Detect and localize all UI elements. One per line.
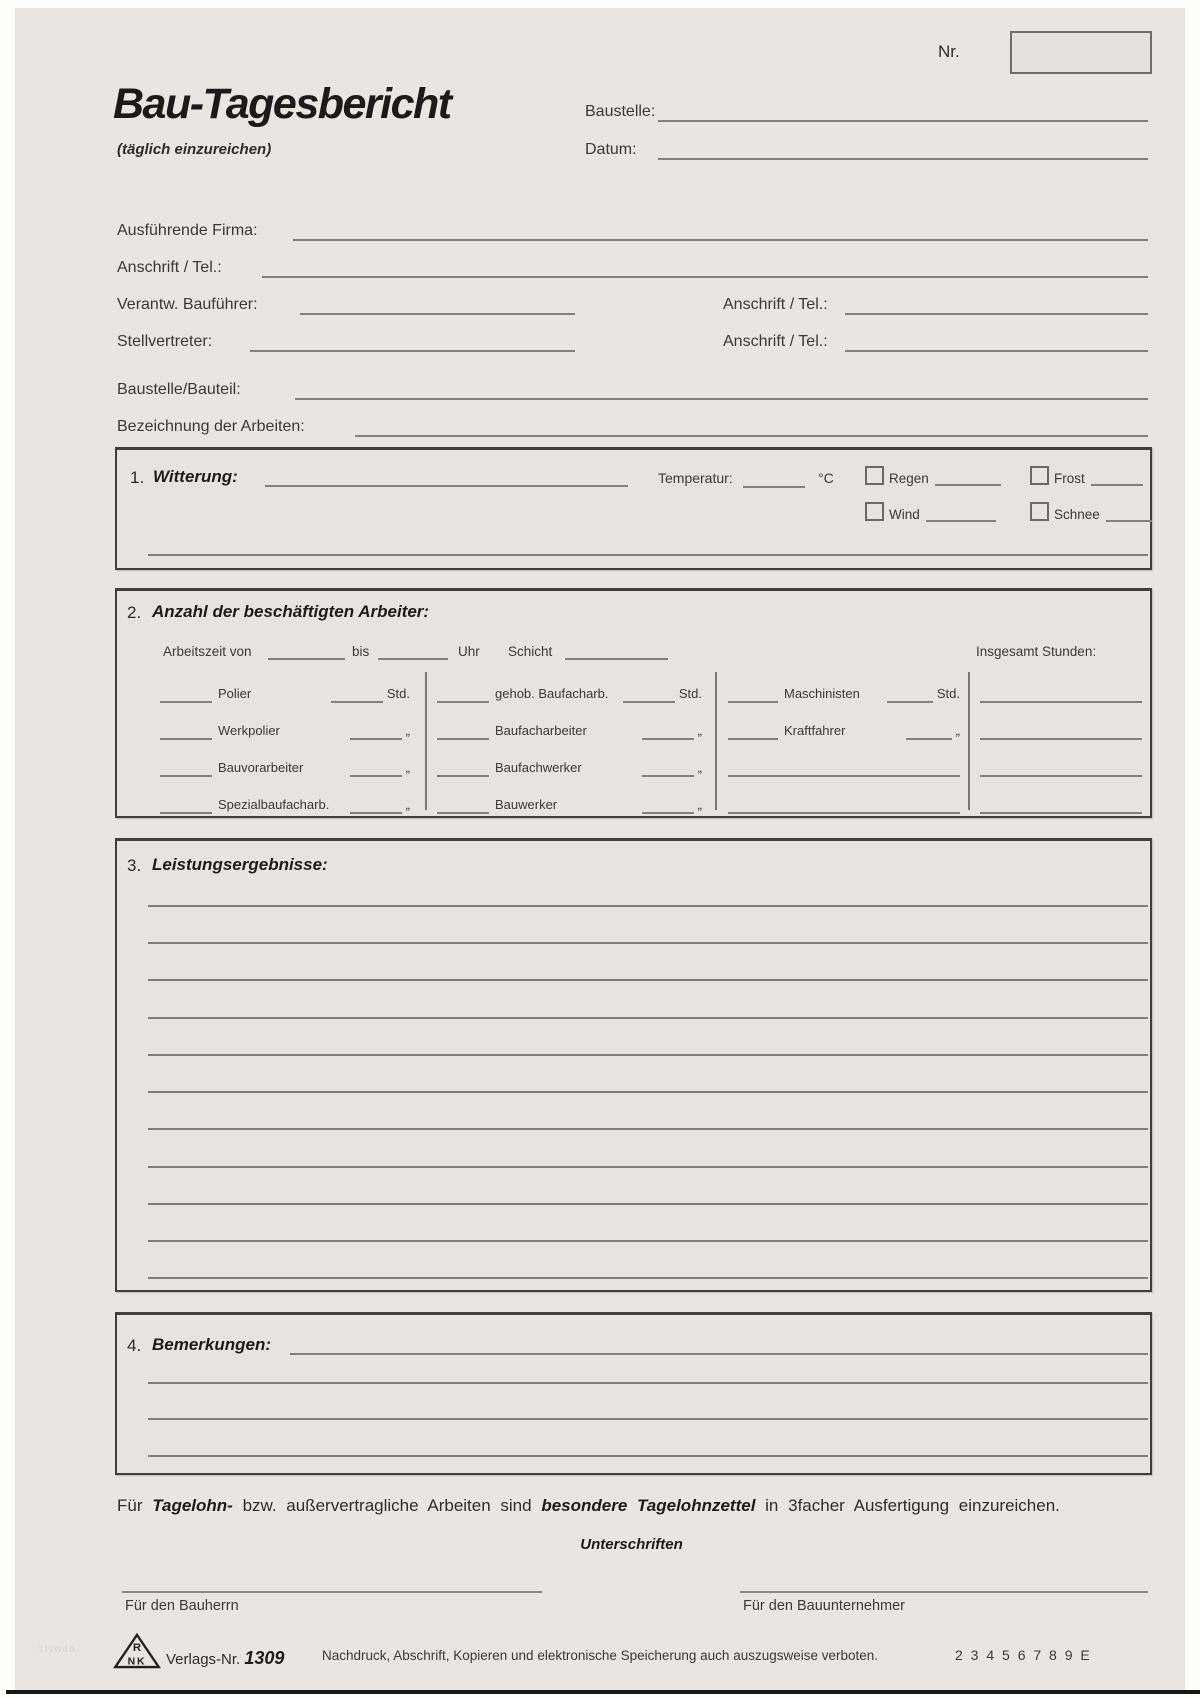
regen-label: Regen [889,471,929,486]
celsius-unit: °C [818,470,834,486]
section2-number: 2. [127,603,142,622]
worker-row-blank [728,781,960,818]
worker-label: Baufachwerker [495,760,582,775]
worker-count-line[interactable] [728,686,778,703]
ruled-line[interactable] [148,1038,1148,1056]
worker-hours-line[interactable] [350,797,402,814]
column-divider [425,672,427,810]
worker-label: Kraftfahrer [784,723,846,738]
ruled-line[interactable] [148,1402,1148,1420]
bis-label: bis [352,644,370,659]
rnk-logo-r: R [132,1642,142,1654]
checkbox-cell-frost [1030,466,1143,486]
ruled-line[interactable] [148,926,1148,944]
schnee-input-line[interactable] [1106,507,1152,522]
worker-unit: „ [955,723,960,738]
worker-unit: „ [697,723,702,738]
wind-input-line[interactable] [926,507,996,522]
worker-hours-line[interactable] [642,723,694,740]
schnee-checkbox[interactable] [1030,502,1049,521]
schicht-label: Schicht [508,644,553,659]
insgesamt-line[interactable] [980,760,1142,777]
anschrift-label: Anschrift / Tel.: [117,259,222,276]
serial-number: 2 3 4 5 6 7 8 9 E [955,1647,1092,1663]
form-title: Bau-Tagesbericht [113,80,451,128]
stellvertreter-label: Stellvertreter: [117,333,213,350]
worker-row [437,744,702,781]
ruled-line[interactable] [148,889,1148,907]
ruled-line[interactable] [148,1261,1148,1279]
insgesamt-line[interactable] [980,797,1142,814]
form-subtitle: (täglich einzureichen) [117,141,272,158]
insgesamt-row [980,781,1142,818]
wind-checkbox[interactable] [865,502,884,521]
worker-unit: „ [697,760,702,775]
ruled-line[interactable] [148,1187,1148,1205]
insgesamt-line[interactable] [980,686,1142,703]
worker-label: Bauwerker [495,797,558,812]
anschrift-input-line[interactable] [262,260,1148,278]
watermark-text: 1fyw4b [38,1644,76,1655]
schicht-input-line[interactable] [565,644,668,660]
regen-checkbox[interactable] [865,466,884,485]
tagelohn-part5: in 3facher Ausfertigung einzureichen. [765,1496,1060,1515]
baustelle-input-line[interactable] [658,104,1148,122]
tagelohn-note [117,1496,1148,1516]
witterung-extra-line[interactable] [148,538,1148,556]
checkbox-cell-schnee [1030,502,1152,522]
firma-input-line[interactable] [293,223,1148,241]
insgesamt-column [980,670,1142,818]
temperatur-label: Temperatur: [658,470,733,486]
worker-hours-line[interactable] [906,723,952,740]
worker-label: Werkpolier [218,723,280,738]
ruled-line[interactable] [148,1224,1148,1242]
bemerkungen-input-line[interactable] [290,1337,1148,1355]
section4-number: 4. [127,1336,142,1355]
worker-label: Maschinisten [784,686,860,701]
firma-label: Ausführende Firma: [117,222,258,239]
regen-input-line[interactable] [935,471,1001,486]
checkbox-cell-regen [865,466,1001,486]
arbeitszeit-von-label: Arbeitszeit von [163,644,252,659]
worker-unit: „ [405,797,410,812]
frost-checkbox[interactable] [1030,466,1049,485]
worker-label: gehob. Baufacharb. [495,686,609,701]
worker-label: Bauvorarbeiter [218,760,304,775]
frost-input-line[interactable] [1091,471,1143,486]
worker-row [160,670,410,707]
worker-row [160,707,410,744]
worker-row-blank [728,744,960,781]
verlag-label: Verlags-Nr. [166,1651,241,1668]
bauherr-label: Für den Bauherrn [125,1598,239,1614]
bezeichnung-input-line[interactable] [355,419,1148,437]
tagelohn-part3: bzw. außervertragliche Arbeiten sind [242,1496,532,1515]
baufuehrer-label: Verantw. Bauführer: [117,296,258,313]
worker-unit: „ [697,797,702,812]
nr-label: Nr. [938,42,960,61]
worker-unit: „ [405,723,410,738]
temperatur-input-line[interactable] [743,470,805,488]
worker-hours-line[interactable] [642,760,694,777]
worker-hours-line[interactable] [350,760,402,777]
worker-count-line[interactable] [160,686,212,703]
ruled-line[interactable] [148,1439,1148,1457]
ruled-line[interactable] [148,1150,1148,1168]
ruled-line[interactable] [148,1366,1148,1384]
arbeitszeit-bis-input-line[interactable] [378,644,448,660]
column-divider [715,672,717,810]
worker-unit: Std. [936,686,960,701]
worker-unit: Std. [678,686,702,701]
worker-count-line[interactable] [160,797,212,814]
worker-row [437,781,702,818]
witterung-input-line[interactable] [265,469,628,487]
section2-title: Anzahl der beschäftigten Arbeiter: [152,602,430,621]
bauunternehmer-signature-line[interactable] [740,1577,1148,1593]
worker-row [160,744,410,781]
copyright-note: Nachdruck, Abschrift, Kopieren und elektronische Speicherung auch auszugsweise verboten. [321,1648,879,1663]
worker-hours-line[interactable] [623,686,675,703]
arbeitszeit-von-input-line[interactable] [268,644,345,660]
insgesamt-stunden-label: Insgesamt Stunden: [976,644,1097,659]
rnk-logo-nk: NK [127,1656,147,1668]
tagelohn-part1: Für [117,1496,143,1515]
ruled-line[interactable] [148,1001,1148,1019]
baufuehrer-input-line[interactable] [300,297,575,315]
bauunternehmer-label: Für den Bauunternehmer [743,1598,906,1614]
worker-unit: „ [405,760,410,775]
ruled-line[interactable] [148,1112,1148,1130]
insgesamt-row [980,670,1142,707]
worker-hours-line[interactable] [350,723,402,740]
bottom-edge-bar [6,1690,1200,1694]
baufuehrer-anschrift-input-line[interactable] [845,297,1148,315]
worker-count-line[interactable] [437,760,489,777]
worker-count-line[interactable] [160,723,212,740]
baustelle-bauteil-label: Baustelle/Bauteil: [117,381,241,398]
worker-unit: Std. [386,686,410,701]
stellvertreter-anschrift-input-line[interactable] [845,334,1148,352]
nr-input-box[interactable] [1010,31,1152,74]
worker-label: Polier [218,686,252,701]
worker-row [728,670,960,707]
section1-number: 1. [130,468,145,487]
schnee-label: Schnee [1054,507,1100,522]
worker-blank-line[interactable] [728,760,960,777]
worker-hours-line[interactable] [642,797,694,814]
rnk-logo [113,1633,161,1669]
worker-count-line[interactable] [437,686,489,703]
insgesamt-row [980,707,1142,744]
datum-input-line[interactable] [658,142,1148,160]
worker-column-2 [437,670,702,818]
worker-blank-line[interactable] [728,797,960,814]
worker-hours-line[interactable] [887,686,933,703]
unterschriften-label: Unterschriften [580,1536,683,1553]
baustelle-label: Baustelle: [585,103,656,120]
insgesamt-row [980,744,1142,781]
insgesamt-line[interactable] [980,723,1142,740]
worker-label: Spezialbaufacharb. [218,797,330,812]
ruled-line[interactable] [148,963,1148,981]
bezeichnung-label: Bezeichnung der Arbeiten: [117,418,305,435]
stellvertreter-anschrift-label: Anschrift / Tel.: [723,333,828,350]
section1-title: Witterung: [153,467,238,486]
baufuehrer-anschrift-label: Anschrift / Tel.: [723,296,828,313]
worker-count-line[interactable] [728,723,778,740]
worker-row [160,781,410,818]
uhr-label: Uhr [458,644,480,659]
datum-label: Datum: [585,141,637,158]
worker-hours-line[interactable] [331,686,383,703]
worker-column-3 [728,670,960,818]
worker-count-line[interactable] [160,760,212,777]
worker-column-1 [160,670,410,818]
worker-row [437,670,702,707]
worker-row [437,707,702,744]
verlag-row [166,1648,284,1669]
section3-title: Leistungsergebnisse: [152,855,328,874]
section4-title: Bemerkungen: [152,1335,272,1354]
frost-label: Frost [1054,471,1085,486]
tagelohn-part4: besondere Tagelohnzettel [541,1496,756,1515]
section3-number: 3. [127,856,142,875]
column-divider [968,672,970,810]
verlag-number: 1309 [244,1648,285,1668]
tagelohn-part2: Tagelohn- [152,1496,233,1515]
bauherr-signature-line[interactable] [122,1577,542,1593]
checkbox-cell-wind [865,502,996,522]
baustelle-bauteil-input-line[interactable] [295,382,1148,400]
worker-count-line[interactable] [437,723,489,740]
stellvertreter-input-line[interactable] [250,334,575,352]
ruled-line[interactable] [148,1075,1148,1093]
worker-count-line[interactable] [437,797,489,814]
wind-label: Wind [889,507,920,522]
worker-label: Baufacharbeiter [495,723,587,738]
worker-row [728,707,960,744]
